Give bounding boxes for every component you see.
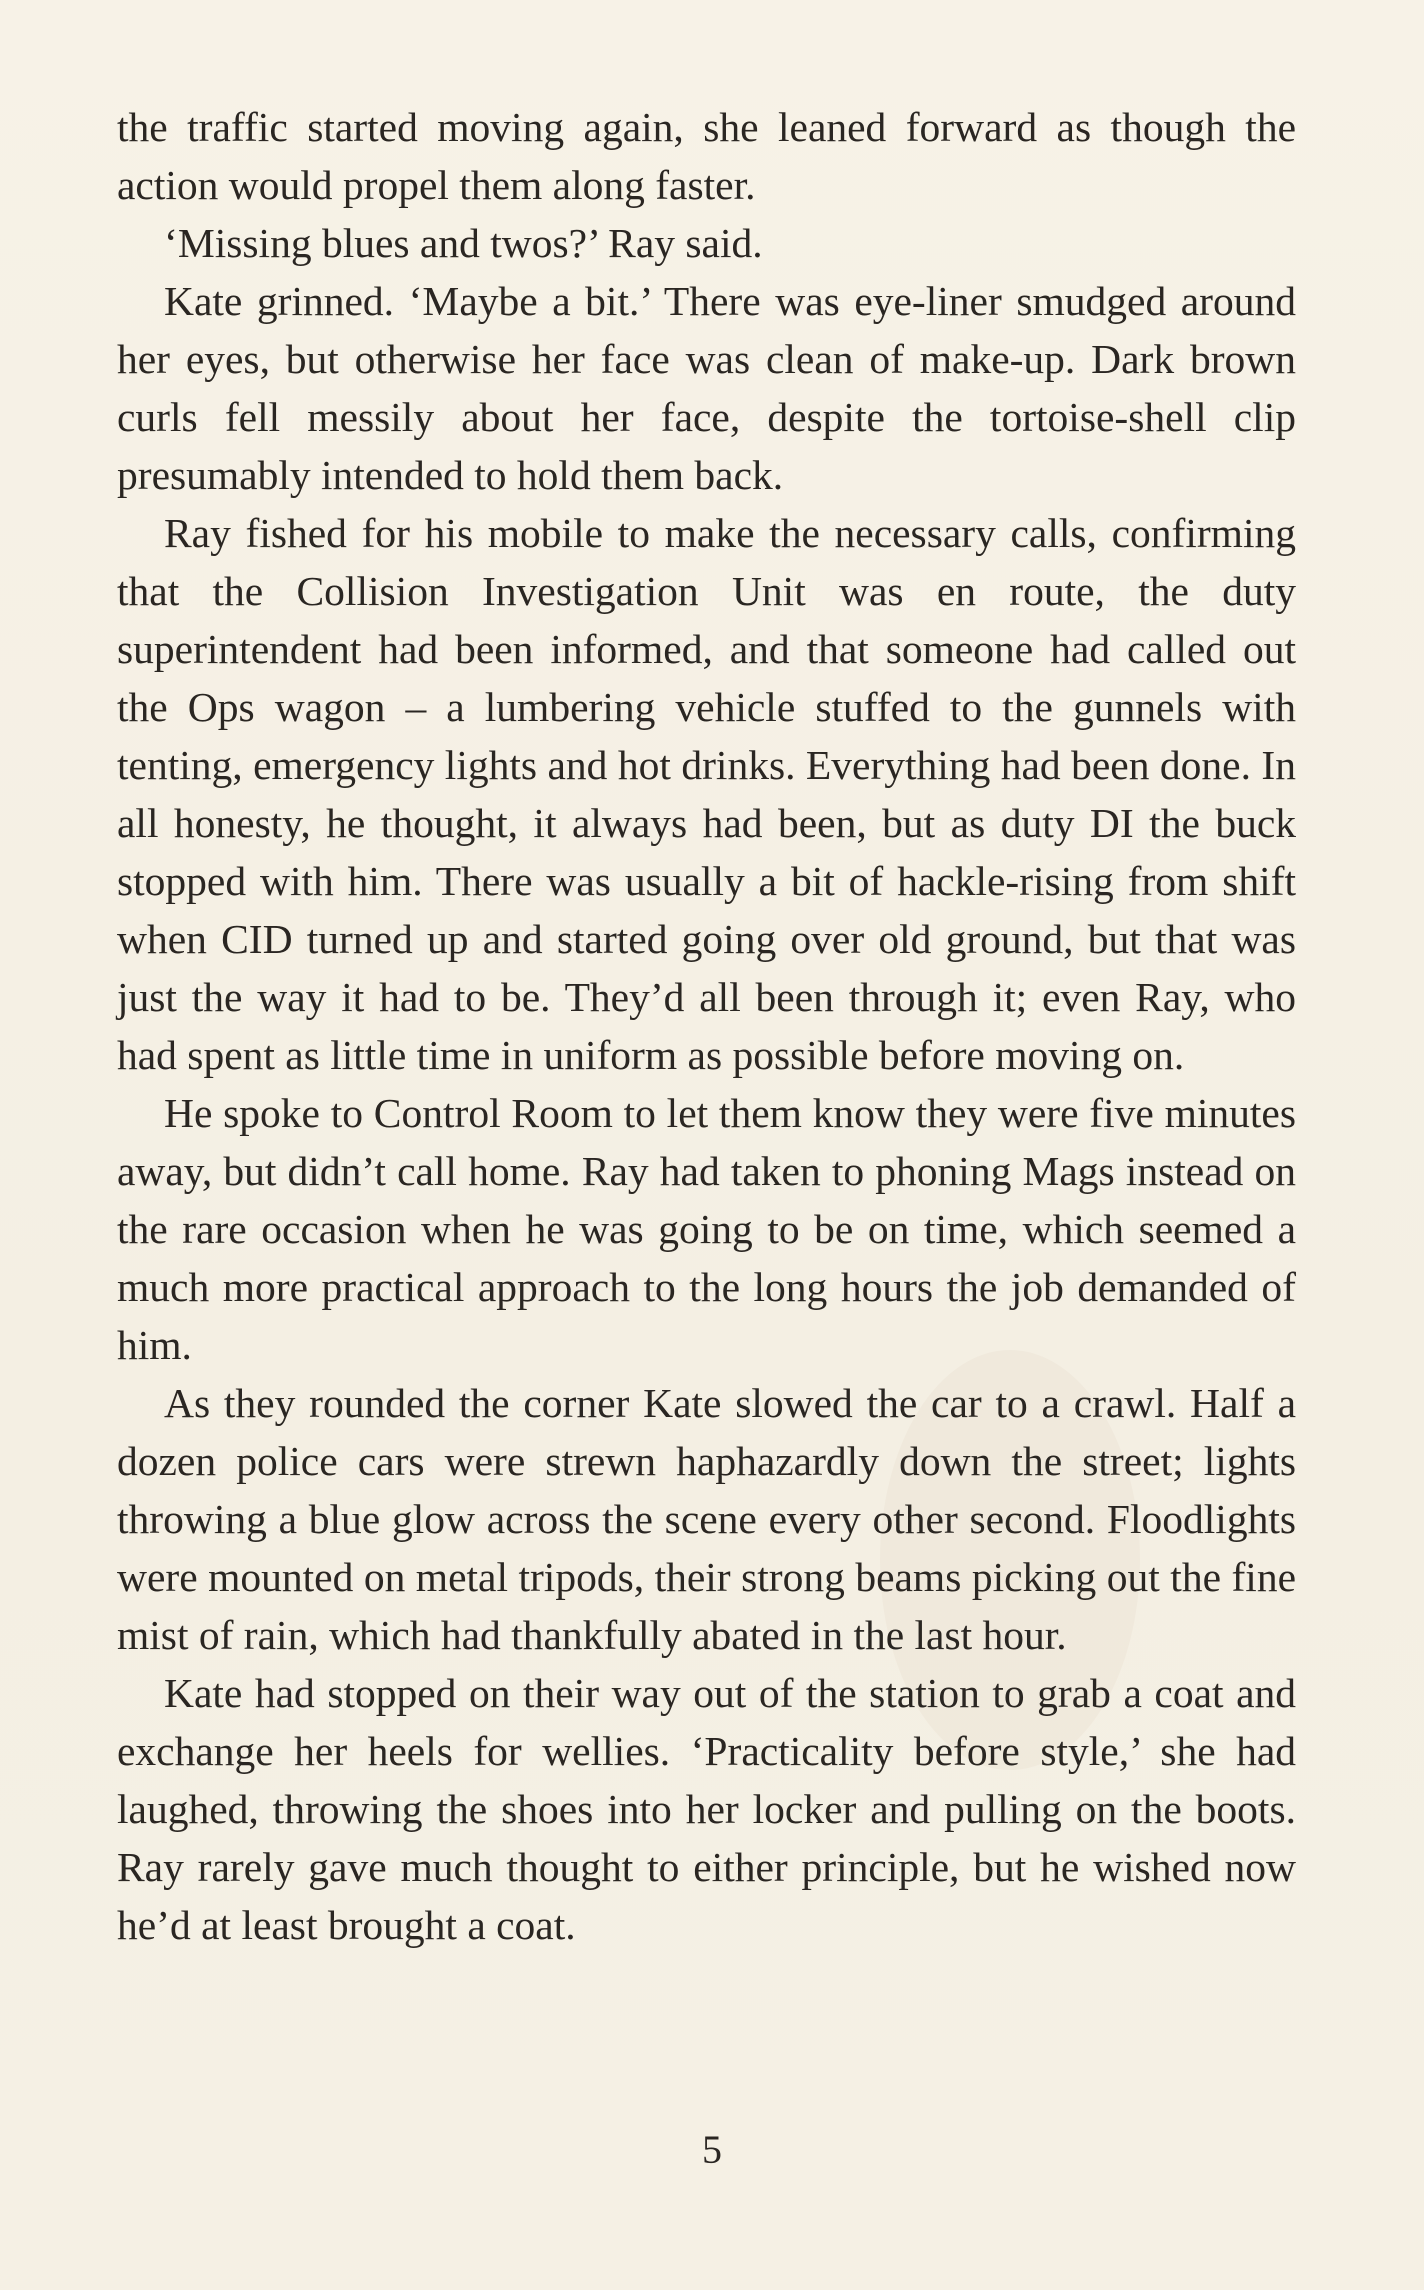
- paragraph-continuation: the traffic started moving again, she leaned forward as though the action would propel them along faster.: [117, 104, 1296, 208]
- paragraph: ‘Missing blues and twos?’ Ray said.: [164, 220, 763, 266]
- paragraph: Ray fished for his mobile to make the necessary calls, confirming that the Collision Investigation Unit was en route, the duty superintendent had been informed, and that someone had called out the Ops wagon – a lumbering vehicle stuffed to the gunnels with tenting, emergency lights and hot drinks. Everything had been done. In all honesty, he thought, it always had been, but as duty DI the buck stopped with him. There was usually a bit of hackle-rising from shift when CID turned up and started going over old ground, but that was just the way it had to be. They’d all been through it; even Ray, who had spent as little time in uniform as possible before moving on.: [117, 510, 1296, 1078]
- body-text: [117, 98, 1296, 1954]
- paragraph: Kate grinned. ‘Maybe a bit.’ There was eye-liner smudged around her eyes, but otherwise her face was clean of make-up. Dark brown curls fell messily about her face, despite the tortoise-shell clip presumably intended to hold them back.: [117, 278, 1296, 498]
- page-number: 5: [702, 2127, 722, 2172]
- paragraph: As they rounded the corner Kate slowed the car to a crawl. Half a dozen police cars were strewn haphazardly down the street; lights throwing a blue glow across the scene every other second. Floodlights were mounted on metal tripods, their strong beams picking out the fine mist of rain, which had thankfully abated in the last hour.: [117, 1380, 1296, 1658]
- paragraph: Kate had stopped on their way out of the station to grab a coat and exchange her heels for wellies. ‘Practicality before style,’ she had laughed, throwing the shoes into her locker and pulling on the boots. Ray rarely gave much thought to either principle, but he wished now he’d at least brought a coat.: [117, 1670, 1296, 1948]
- paragraph: He spoke to Control Room to let them know they were five minutes away, but didn’t call home. Ray had taken to phoning Mags instead on the rare occasion when he was going to be on time, which seemed a much more practical approach to the long hours the job demanded of him.: [117, 1090, 1296, 1368]
